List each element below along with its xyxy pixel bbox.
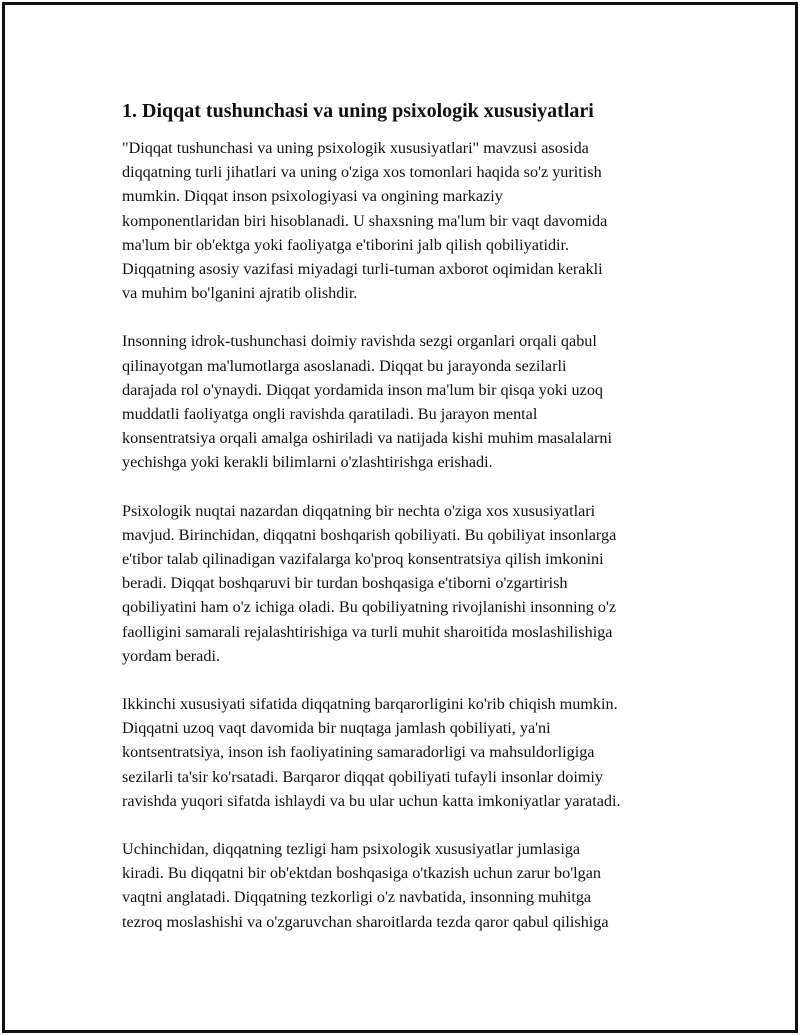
- section-title: 1. Diqqat tushunchasi va uning psixologik xususiyatlari: [122, 100, 594, 122]
- text-line: "Diqqat tushunchasi va uning psixologik xususiyatlari" mavzusi asosida: [122, 139, 589, 157]
- text-line: yordam beradi.: [122, 646, 220, 665]
- paragraph-2: [122, 329, 692, 474]
- text-line: sezilarli ta'sir ko'rsatadi. Barqaror diqqat qobiliyati tufayli insonlar doimiy: [122, 767, 604, 786]
- text-line: e'tibor talab qilinadigan vazifalarga ko'proq konsentratsiya qilish imkonini: [122, 550, 604, 569]
- text-line: kontsentratsiya, inson ish faoliyatining samaradorligi va mahsuldorligiga: [122, 743, 595, 762]
- text-line: faolligini samarali rejalashtirishiga va turli muhit sharoitida moslashilishiga: [122, 622, 613, 641]
- text-line: Uchinchidan, diqqatning tezligi ham psixologik xususiyatlar jumlasiga: [122, 840, 581, 859]
- document-content: [122, 96, 692, 958]
- text-line: vaqtni anglatadi. Diqqatning tezkorligi o'z navbatida, insonning muhitga: [122, 888, 592, 907]
- text-line: Diqqatning asosiy vazifasi miyadagi turli-tuman axborot oqimidan kerakli: [122, 260, 603, 279]
- text-line: mavjud. Birinchidan, diqqatni boshqarish qobiliyati. Bu qobiliyat insonlarga: [122, 525, 617, 544]
- text-line: ma'lum bir ob'ektga yoki faoliyatga e'tiborini jalb qilish qobiliyatidir.: [122, 235, 570, 254]
- text-line: Diqqatni uzoq vaqt davomida bir nuqtaga jamlash qobiliyati, ya'ni: [122, 719, 551, 738]
- text-line: beradi. Diqqat boshqaruvi bir turdan boshqasiga e'tiborni o'zgartirish: [122, 574, 568, 593]
- paragraph-5: [122, 837, 692, 934]
- text-line: qilinayotgan ma'lumotlarga asoslanadi. Diqqat bu jarayonda sezilarli: [122, 356, 567, 375]
- paragraph-4: [122, 692, 692, 813]
- text-line: darajada rol o'ynaydi. Diqqat yordamida inson ma'lum bir qisqa yoki uzoq: [122, 380, 604, 399]
- paragraph-3: [122, 499, 692, 668]
- text-line: diqqatning turli jihatlari va uning o'ziga xos tomonlari haqida so'z yuritish: [122, 163, 602, 182]
- text-line: Psixologik nuqtai nazardan diqqatning bir nechta o'ziga xos xususiyatlari: [122, 501, 596, 520]
- text-line: tezroq moslashishi va o'zgaruvchan sharoitlarda tezda qaror qabul qilishiga: [122, 912, 609, 931]
- text-line: qobiliyatini ham o'z ichiga oladi. Bu qobiliyatning rivojlanishi insonning o'z: [122, 598, 617, 617]
- paragraph-1: [122, 136, 692, 305]
- text-line: yechishga yoki kerakli bilimlarni o'zlashtirishga erishadi.: [122, 453, 493, 472]
- text-line: Insonning idrok-tushunchasi doimiy ravishda sezgi organlari orqali qabul: [122, 332, 597, 351]
- text-line: va muhim bo'lganini ajratib olishdir.: [122, 284, 358, 303]
- text-line: konsentratsiya orqali amalga oshiriladi va natijada kishi muhim masalalarni: [122, 429, 612, 448]
- text-line: Ikkinchi xususiyati sifatida diqqatning barqarorligini ko'rib chiqish mumkin.: [122, 695, 618, 714]
- text-line: ravishda yuqori sifatda ishlaydi va bu ular uchun katta imkoniyatlar yaratadi.: [122, 791, 621, 810]
- text-line: mumkin. Diqqat inson psixologiyasi va ongining markaziy: [122, 187, 503, 206]
- text-line: komponentlaridan biri hisoblanadi. U shaxsning ma'lum bir vaqt davomida: [122, 211, 608, 230]
- text-line: kiradi. Bu diqqatni bir ob'ektdan boshqasiga o'tkazish uchun zarur bo'lgan: [122, 864, 601, 883]
- text-line: muddatli faoliyatga ongli ravishda qaratiladi. Bu jarayon mental: [122, 405, 538, 424]
- document-page: [2, 2, 798, 1033]
